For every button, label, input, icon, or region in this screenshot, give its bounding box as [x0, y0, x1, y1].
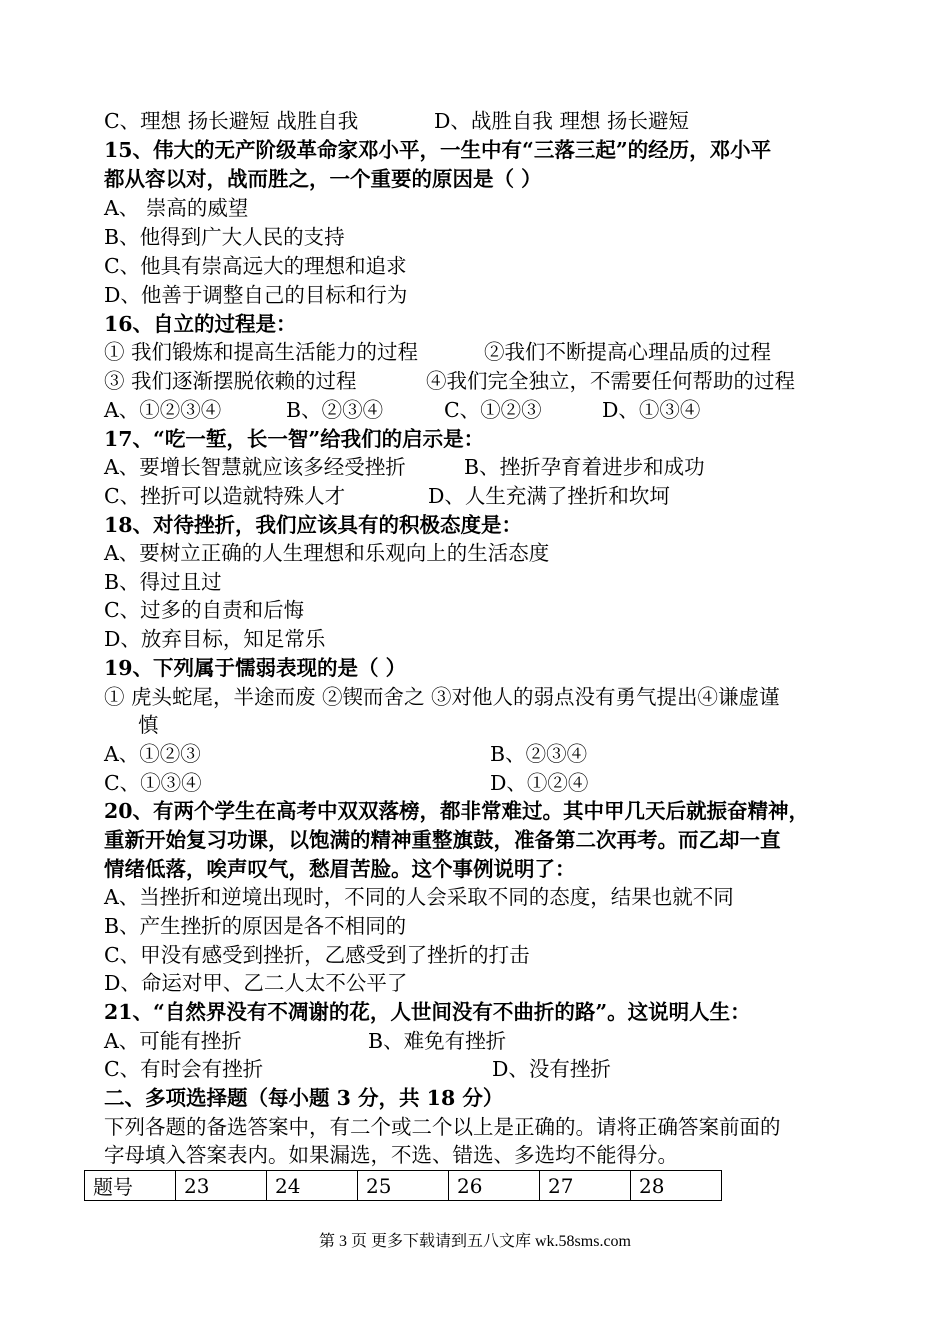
question-20-text-cont1: 重新开始复习功课，以饱满的精神重整旗鼓，准备第二次再考。而乙却一直: [104, 828, 781, 852]
answer-cell-25[interactable]: 25: [358, 1171, 449, 1201]
q21-options-cd: [104, 1055, 611, 1083]
option-c: C、理想 扬长避短 战胜自我: [104, 109, 359, 133]
q15-option-a: A、 崇高的威望: [104, 196, 249, 220]
q19-option-b: B、②③④: [490, 742, 588, 766]
q18-option-d: D、放弃目标，知足常乐: [104, 627, 326, 651]
answer-cell-27[interactable]: 27: [540, 1171, 631, 1201]
question-15-text: 15、伟大的无产阶级革命家邓小平，一生中有“三落三起”的经历，邓小平: [104, 138, 772, 162]
question-15-text-cont: 都从容以对，战而胜之，一个重要的原因是（ ）: [104, 167, 542, 191]
q17-option-a: A、要增长智慧就应该多经受挫折: [104, 455, 406, 479]
answer-table: [84, 1170, 722, 1201]
q19-option-d: D、①②④: [490, 771, 589, 795]
q20-option-d: D、命运对甲、乙二人太不公平了: [104, 971, 408, 995]
q15-option-d: D、他善于调整自己的目标和行为: [104, 283, 408, 307]
q16-item-2: ②我们不断提高心理品质的过程: [484, 340, 771, 364]
q18-option-b: B、得过且过: [104, 570, 222, 594]
question-16-text: 16、自立的过程是：: [104, 312, 297, 336]
q21-option-a: A、可能有挫折: [104, 1029, 242, 1053]
option-d: D、战胜自我 理想 扬长避短: [434, 109, 689, 133]
q20-option-b: B、产生挫折的原因是各不相同的: [104, 914, 407, 938]
q20-option-c: C、甲没有感受到挫折，乙感受到了挫折的打击: [104, 943, 530, 967]
q16-options: [104, 396, 701, 424]
q16-item-1: ① 我们锻炼和提高生活能力的过程: [104, 340, 419, 364]
question-17-text: 17、“吃一堑，长一智”给我们的启示是：: [104, 427, 485, 451]
q16-items-row1: [104, 338, 771, 366]
q19-option-a: A、①②③: [104, 742, 201, 766]
question-20-text: 20、有两个学生在高考中双双落榜，都非常难过。其中甲几天后就振奋精神，: [104, 799, 810, 823]
section-2-heading: 二、多项选择题（每小题 3 分，共 18 分）: [104, 1086, 504, 1110]
q21-options-ab: [104, 1027, 507, 1055]
q17-options-cd: [104, 482, 670, 510]
q21-option-d: D、没有挫折: [492, 1057, 611, 1081]
question-18-text: 18、对待挫折，我们应该具有的积极态度是：: [104, 513, 523, 537]
q18-option-a: A、要树立正确的人生理想和乐观向上的生活态度: [104, 541, 550, 565]
question-21-text: 21、“自然界没有不凋谢的花，人世间没有不曲折的路”。这说明人生：: [104, 1000, 751, 1024]
q16-item-4: ④我们完全独立，不需要任何帮助的过程: [426, 369, 795, 393]
answer-table-row: [85, 1171, 722, 1201]
q15-option-c: C、他具有崇高远大的理想和追求: [104, 254, 407, 278]
q16-option-d: D、①③④: [602, 398, 701, 422]
answer-cell-24[interactable]: 24: [267, 1171, 358, 1201]
q19-options-cd: [104, 769, 589, 797]
answer-cell-23[interactable]: 23: [176, 1171, 267, 1201]
q20-option-a: A、当挫折和逆境出现时，不同的人会采取不同的态度，结果也就不同: [104, 885, 734, 909]
q17-options-ab: [104, 453, 705, 481]
answer-cell-28[interactable]: 28: [631, 1171, 722, 1201]
q21-option-b: B、难免有挫折: [368, 1029, 507, 1053]
q16-option-b: B、②③④: [286, 398, 384, 422]
q19-items-cont: 慎: [138, 713, 159, 737]
section-2-instructions: 下列各题的备选答案中，有二个或二个以上是正确的。请将正确答案前面的: [104, 1115, 781, 1139]
q19-options-ab: [104, 740, 588, 768]
answer-table-header-cell: 题号: [85, 1171, 176, 1201]
q17-option-d: D、人生充满了挫折和坎坷: [428, 484, 670, 508]
question-19-text: 19、下列属于懦弱表现的是（ ）: [104, 656, 407, 680]
question-20-text-cont2: 情绪低落，唉声叹气，愁眉苦脸。这个事例说明了：: [104, 857, 576, 881]
q21-option-c: C、有时会有挫折: [104, 1057, 264, 1081]
section-2-instructions-cont: 字母填入答案表内。如果漏选，不选、错选、多选均不能得分。: [104, 1143, 678, 1167]
q16-option-c: C、①②③: [444, 398, 542, 422]
q16-items-row2: [104, 367, 795, 395]
q17-option-b: B、挫折孕育着进步和成功: [464, 455, 705, 479]
q19-option-c: C、①③④: [104, 771, 202, 795]
q16-option-a: A、①②③④: [104, 398, 222, 422]
q16-item-3: ③ 我们逐渐摆脱依赖的过程: [104, 369, 357, 393]
q17-option-c: C、挫折可以造就特殊人才: [104, 484, 346, 508]
q14-options-cd: [104, 107, 689, 135]
q18-option-c: C、过多的自责和后悔: [104, 598, 305, 622]
q19-items: ① 虎头蛇尾，半途而废 ②锲而舍之 ③对他人的弱点没有勇气提出④谦虚谨: [104, 685, 780, 709]
q15-option-b: B、他得到广大人民的支持: [104, 225, 345, 249]
page-footer: 第 3 页 更多下载请到五八文库 wk.58sms.com: [318, 1233, 631, 1250]
answer-cell-26[interactable]: 26: [449, 1171, 540, 1201]
